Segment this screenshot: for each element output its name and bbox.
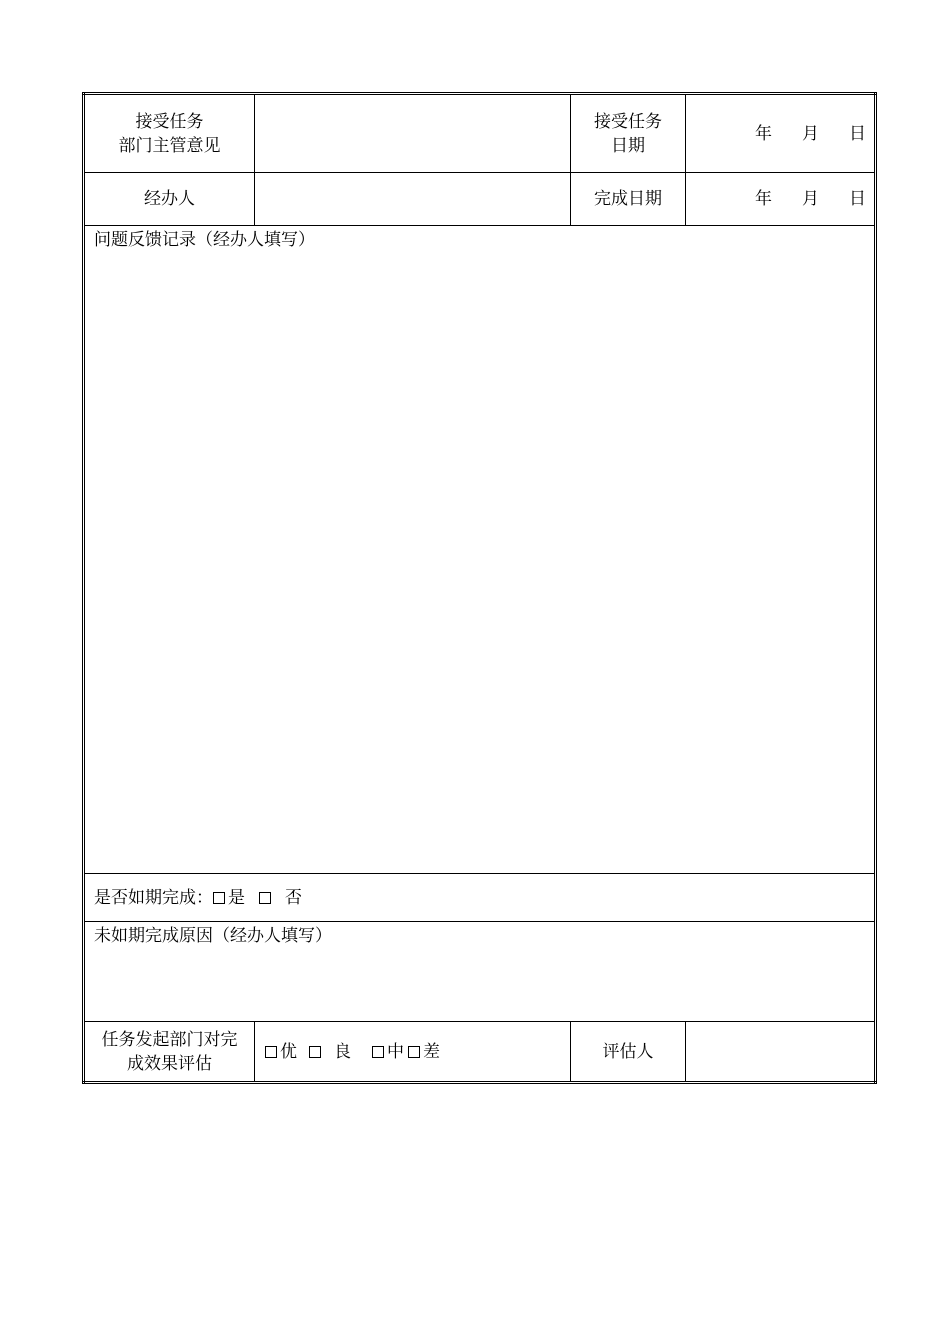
delay-reason-field[interactable] [84,922,876,1022]
rating-option-poor[interactable] [408,1040,440,1064]
handler-field[interactable] [255,173,571,226]
row-on-time [84,874,876,922]
checkbox-icon[interactable] [213,892,225,904]
complete-date-month: 月 [802,189,819,209]
on-time-yes-option[interactable] [213,886,245,910]
on-time-cell [84,874,876,922]
rating-option-average[interactable] [372,1040,404,1064]
rating-label-poor: 差 [423,1041,440,1062]
on-time-no-label: 否 [285,887,302,908]
feedback-field[interactable] [84,226,876,874]
accept-date-day: 日 [849,123,866,144]
on-time-no-option[interactable] [259,886,302,910]
evaluation-label-line2: 成效果评估 [127,1053,212,1074]
accept-date-label-line2: 日期 [611,135,645,156]
dept-opinion-field[interactable] [255,94,571,173]
task-feedback-form [82,92,877,1084]
evaluator-label: 评估人 [571,1022,686,1083]
complete-date-field[interactable] [686,173,876,226]
row-evaluation [84,1022,876,1083]
evaluation-label-line1: 任务发起部门对完 [101,1029,238,1050]
row-handler [84,173,876,226]
row-feedback [84,226,876,874]
checkbox-icon[interactable] [408,1046,420,1058]
rating-label-excellent: 优 [280,1041,297,1062]
accept-date-label-cell [571,94,686,173]
rating-option-excellent[interactable] [265,1040,297,1064]
accept-date-field[interactable] [686,94,876,173]
dept-opinion-label-line2: 部门主管意见 [118,135,221,156]
accept-date-label-line1: 接受任务 [594,111,662,132]
delay-reason-label: 未如期完成原因（经办人填写） [94,926,332,946]
rating-option-good[interactable] [309,1040,351,1064]
complete-date-label: 完成日期 [571,173,686,226]
evaluation-label-cell [84,1022,255,1083]
row-accept-task [84,94,876,173]
complete-date-day: 日 [849,189,866,209]
row-delay-reason [84,922,876,1022]
feedback-label: 问题反馈记录（经办人填写） [94,230,315,250]
on-time-yes-label: 是 [228,887,245,908]
accept-date-year: 年 [755,123,772,144]
rating-label-good: 良 [334,1041,351,1062]
evaluator-field[interactable] [686,1022,876,1083]
complete-date-year: 年 [755,189,772,209]
dept-opinion-label-cell [84,94,255,173]
evaluation-options [255,1022,571,1083]
checkbox-icon[interactable] [265,1046,277,1058]
handler-label: 经办人 [84,173,255,226]
checkbox-icon[interactable] [372,1046,384,1058]
checkbox-icon[interactable] [259,892,271,904]
checkbox-icon[interactable] [309,1046,321,1058]
on-time-label: 是否如期完成： [94,887,213,908]
dept-opinion-label-line1: 接受任务 [135,111,204,132]
accept-date-month: 月 [802,123,819,144]
rating-label-average: 中 [387,1041,404,1062]
